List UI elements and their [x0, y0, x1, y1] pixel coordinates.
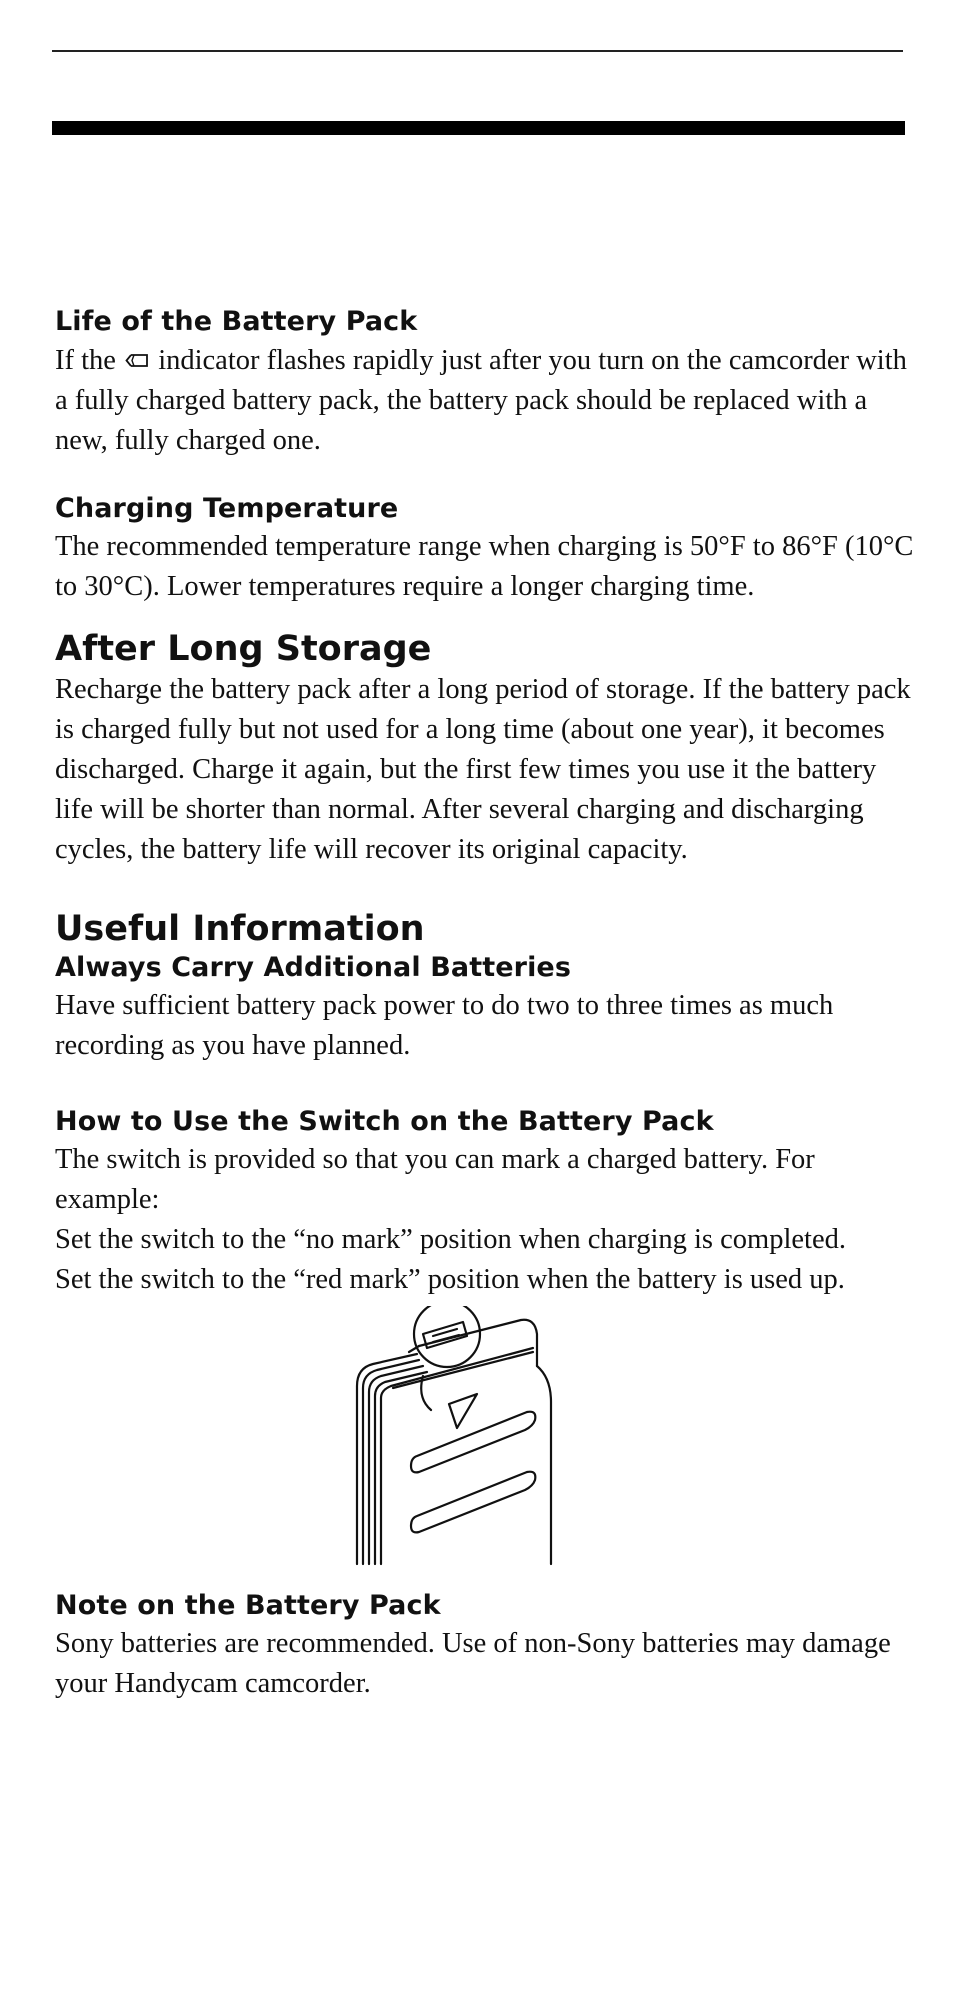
switch-body-3: Set the switch to the “red mark” position when the battery is used up.: [55, 1264, 845, 1295]
switch-heading: How to Use the Switch on the Battery Pack: [55, 1106, 714, 1137]
page-content: [55, 304, 915, 1704]
top-rule-thin: [52, 50, 903, 52]
storage-heading: After Long Storage: [55, 629, 432, 669]
life-body: [55, 340, 915, 461]
note-heading: Note on the Battery Pack: [55, 1590, 441, 1621]
life-body-end: indicator flashes rapidly just after you turn on the camcorder with a fully charged battery pack, the battery pack should be replaced with a new, fully charged one.: [55, 345, 907, 456]
carry-body: Have sufficient battery pack power to do two to three times as much recording as you have planned.: [55, 990, 834, 1061]
switch-body-1: The switch is provided so that you can mark a charged battery. For example:: [55, 1144, 815, 1215]
useful-heading: Useful Information: [55, 909, 425, 949]
storage-body: Recharge the battery pack after a long period of storage. If the battery pack is charged fully but not used for a long time (about one year), it becomes discharged. Charge it again, but the first few times you use it the battery life will be shorter than normal. After several charging and discharging cycles, the battery life will recover its original capacity.: [55, 674, 911, 865]
battery-pack-switch-illustration: [353, 1306, 605, 1566]
note-body: Sony batteries are recommended. Use of non-Sony batteries may damage your Handycam camcorder.: [55, 1628, 891, 1699]
carry-heading: Always Carry Additional Batteries: [55, 952, 572, 983]
life-body-start: If the: [55, 345, 124, 376]
charging-temp-heading: Charging Temperature: [55, 493, 399, 524]
top-rule-thick: [52, 121, 905, 135]
battery-indicator-icon: [125, 340, 149, 380]
life-heading: Life of the Battery Pack: [55, 306, 418, 337]
charging-temp-body: The recommended temperature range when charging is 50°F to 86°F (10°C to 30°C). Lower temperatures require a longer charging time.: [55, 531, 914, 602]
switch-body-2: Set the switch to the “no mark” position when charging is completed.: [55, 1224, 846, 1255]
